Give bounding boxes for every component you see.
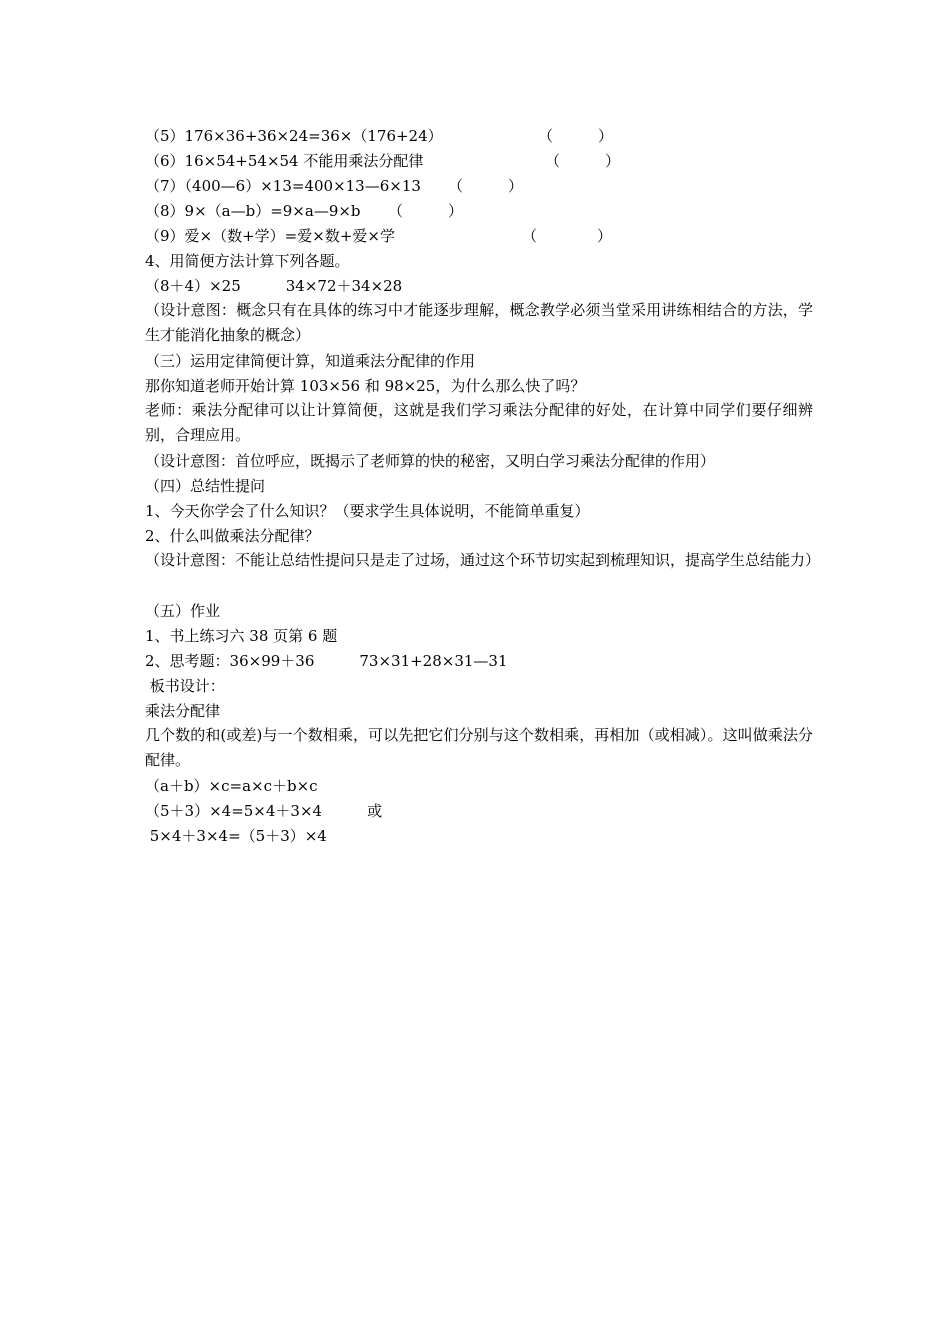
board-heading: 乘法分配律: [145, 702, 221, 720]
homework-item-2: 2、思考题：36×99＋36 73×31+28×31—31: [145, 652, 508, 670]
section4-title: 4、用简便方法计算下列各题。: [145, 252, 350, 270]
part4-question-1: 1、今天你学会了什么知识？（要求学生具体说明，不能简单重复）: [145, 502, 590, 520]
formula-example: （5＋3）×4=5×4＋3×4 或: [145, 802, 383, 820]
design-intent-3: （设计意图：不能让总结性提问只是走了过场，通过这个环节切实起到梳理知识，提高学生总结能力）: [145, 551, 821, 569]
judgement-answer-blank-7: （ ）: [448, 177, 524, 195]
judgement-answer-blank-5: （ ）: [538, 127, 614, 145]
judgement-answer-blank-6: （ ）: [545, 152, 621, 170]
part4-title: （四）总结性提问: [145, 477, 266, 495]
judgement-item-5: （5）176×36+36×24=36×（176+24）: [145, 127, 443, 145]
board-design-title: 板书设计：: [145, 677, 225, 695]
judgement-answer-blank-9: （ ）: [522, 227, 613, 245]
judgement-item-7: （7）（400—6）×13=400×13—6×13: [145, 177, 421, 195]
formula-reverse: 5×4＋3×4=（5＋3）×4: [145, 827, 327, 845]
formula-general: （a＋b）×c=a×c＋b×c: [145, 777, 318, 795]
section4-exercises: （8＋4）×25 34×72＋34×28: [145, 277, 403, 295]
judgement-answer-blank-8: （ ）: [388, 202, 464, 220]
design-intent-2: （设计意图：首位呼应，既揭示了老师算的快的秘密，又明白学习乘法分配律的作用）: [145, 452, 716, 470]
part5-title: （五）作业: [145, 602, 221, 620]
part3-title: （三）运用定律简便计算，知道乘法分配律的作用: [145, 352, 476, 370]
part4-question-2: 2、什么叫做乘法分配律？: [145, 527, 320, 545]
design-intent-1: （设计意图：概念只有在具体的练习中才能逐步理解，概念教学必须当堂采用讲练相结合的方法，学生才能消化抽象的概念）: [145, 301, 813, 344]
judgement-item-9: （9）爱×（数+学）=爱×数+爱×学: [145, 227, 395, 245]
part3-question: 那你知道老师开始计算 103×56 和 98×25，为什么那么快了吗？: [145, 377, 586, 395]
teacher-note: 老师：乘法分配律可以让计算简便，这就是我们学习乘法分配律的好处，在计算中同学们要仔细辨别，合理应用。: [145, 401, 813, 444]
homework-item-1: 1、书上练习六 38 页第 6 题: [145, 627, 338, 645]
board-definition: 几个数的和(或差)与一个数相乘，可以先把它们分别与这个数相乘，再相加（或相减）。这叫做乘法分配律。: [145, 726, 813, 769]
judgement-item-8: （8）9×（a—b）=9×a—9×b: [145, 202, 361, 220]
judgement-item-6: （6）16×54+54×54 不能用乘法分配律: [145, 152, 424, 170]
